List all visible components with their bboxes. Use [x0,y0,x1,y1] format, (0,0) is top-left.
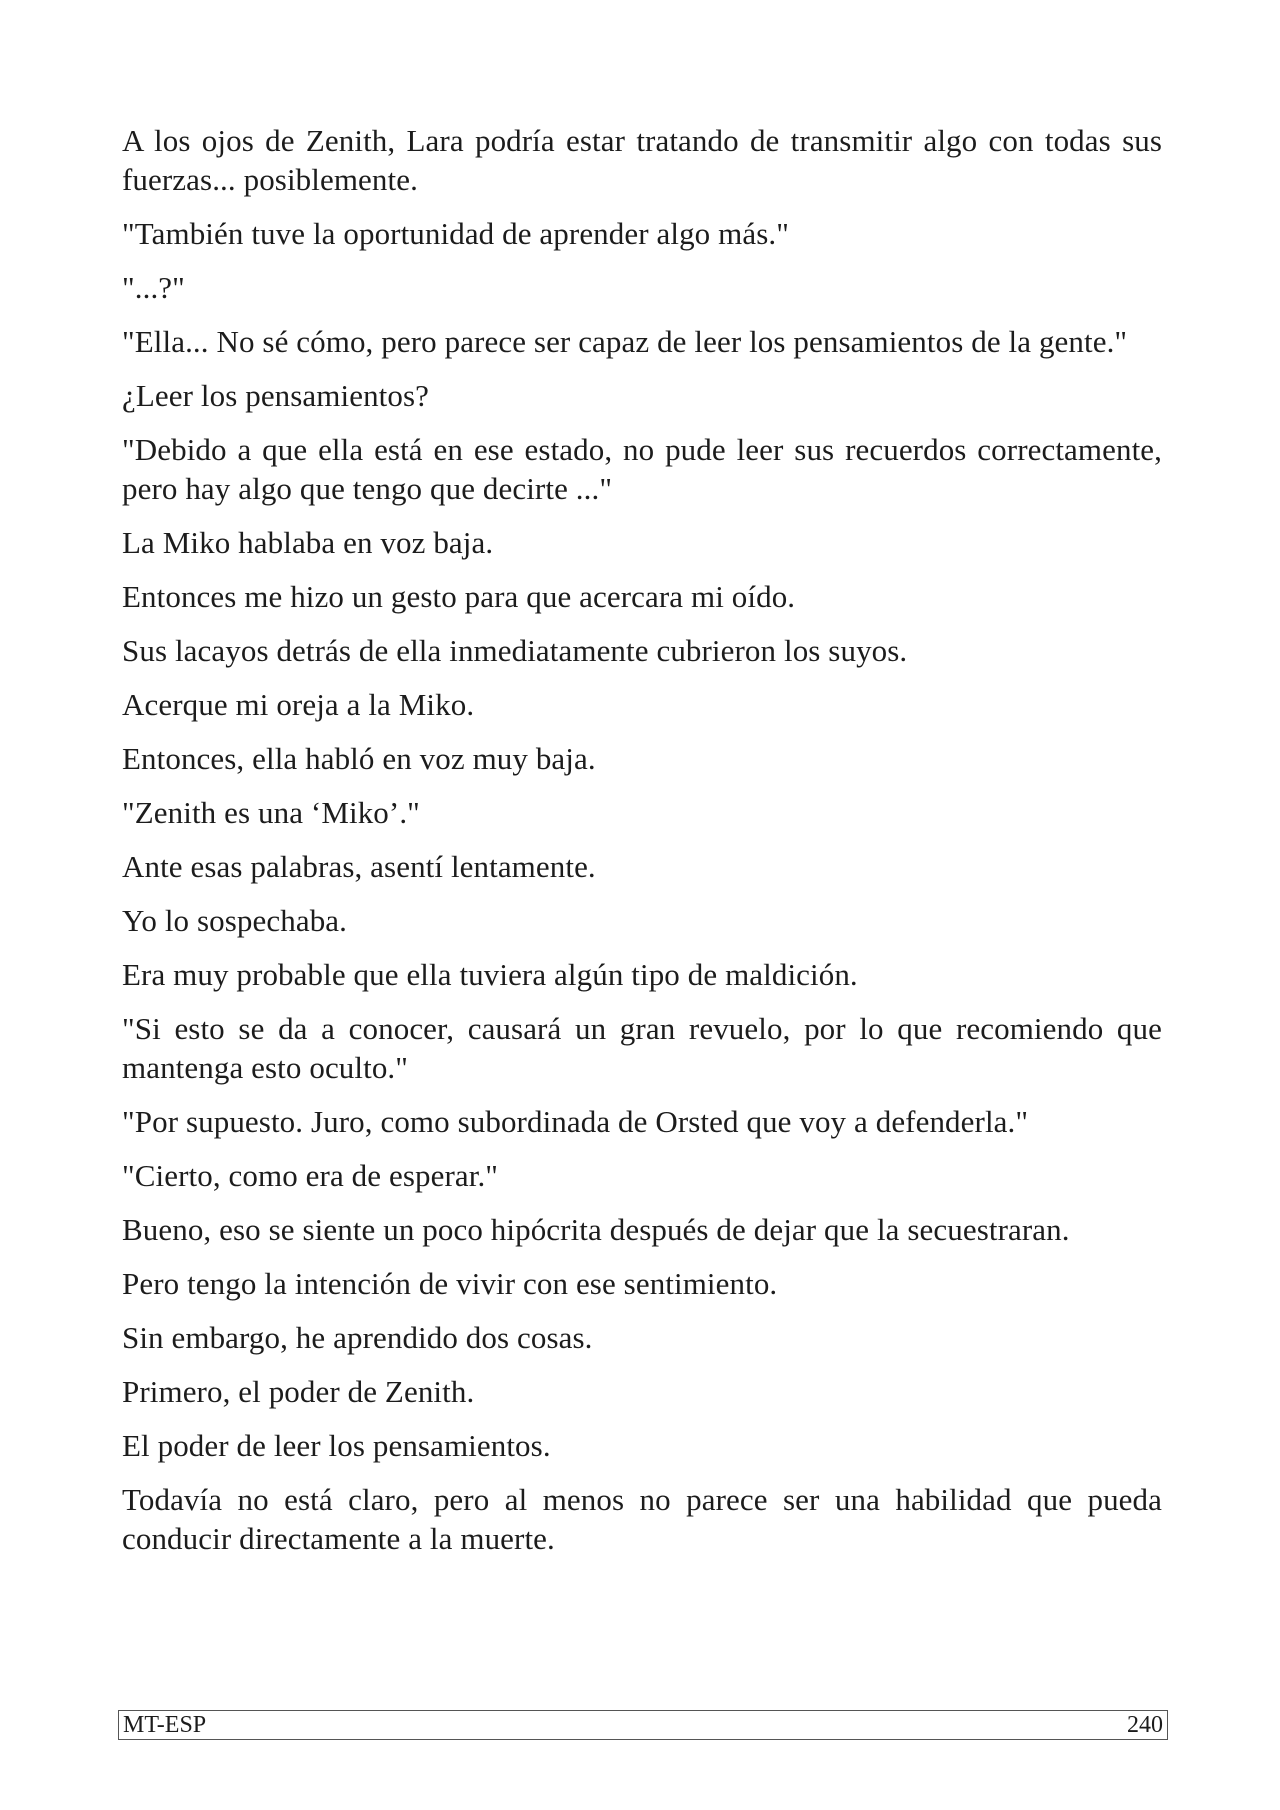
paragraph: La Miko hablaba en voz baja. [122,525,494,560]
paragraph: Primero, el poder de Zenith. [122,1374,475,1409]
paragraph: "Ella... No sé cómo, pero parece ser capaz de leer los pensamientos de la gente." [122,324,1128,359]
page-footer [118,1710,1168,1740]
paragraph: Acerque mi oreja a la Miko. [122,687,475,722]
paragraph: A los ojos de Zenith, Lara podría estar tratando de transmitir algo con todas sus fuerzas... posiblemente. [122,123,1162,197]
paragraph: Sus lacayos detrás de ella inmediatamente cubrieron los suyos. [122,633,908,668]
paragraph: Bueno, eso se siente un poco hipócrita después de dejar que la secuestraran. [122,1212,1070,1247]
paragraph: El poder de leer los pensamientos. [122,1428,551,1463]
paragraph: "También tuve la oportunidad de aprender algo más." [122,216,789,251]
paragraph: Entonces, ella habló en voz muy baja. [122,741,596,776]
paragraph: Yo lo sospechaba. [122,903,348,938]
paragraph: Entonces me hizo un gesto para que acercara mi oído. [122,579,796,614]
paragraph: Pero tengo la intención de vivir con ese sentimiento. [122,1266,778,1301]
paragraph: "Debido a que ella está en ese estado, no pude leer sus recuerdos correctamente, pero hay algo que tengo que decirte ..." [122,432,1162,506]
paragraph: Todavía no está claro, pero al menos no parece ser una habilidad que pueda conducir directamente a la muerte. [122,1482,1162,1556]
paragraph: ¿Leer los pensamientos? [122,378,430,413]
footer-label: MT-ESP [123,1712,207,1738]
page-number: 240 [1127,1712,1163,1738]
paragraph: "Si esto se da a conocer, causará un gran revuelo, por lo que recomiendo que mantenga esto oculto." [122,1011,1162,1085]
paragraph: Era muy probable que ella tuviera algún tipo de maldición. [122,957,858,992]
paragraph: "...?" [122,270,185,305]
text-body [122,121,1162,1573]
paragraph: Sin embargo, he aprendido dos cosas. [122,1320,593,1355]
paragraph: Ante esas palabras, asentí lentamente. [122,849,596,884]
paragraph: "Por supuesto. Juro, como subordinada de Orsted que voy a defenderla." [122,1104,1029,1139]
paragraph: "Cierto, como era de esperar." [122,1158,499,1193]
paragraph: "Zenith es una ‘Miko’." [122,795,420,830]
